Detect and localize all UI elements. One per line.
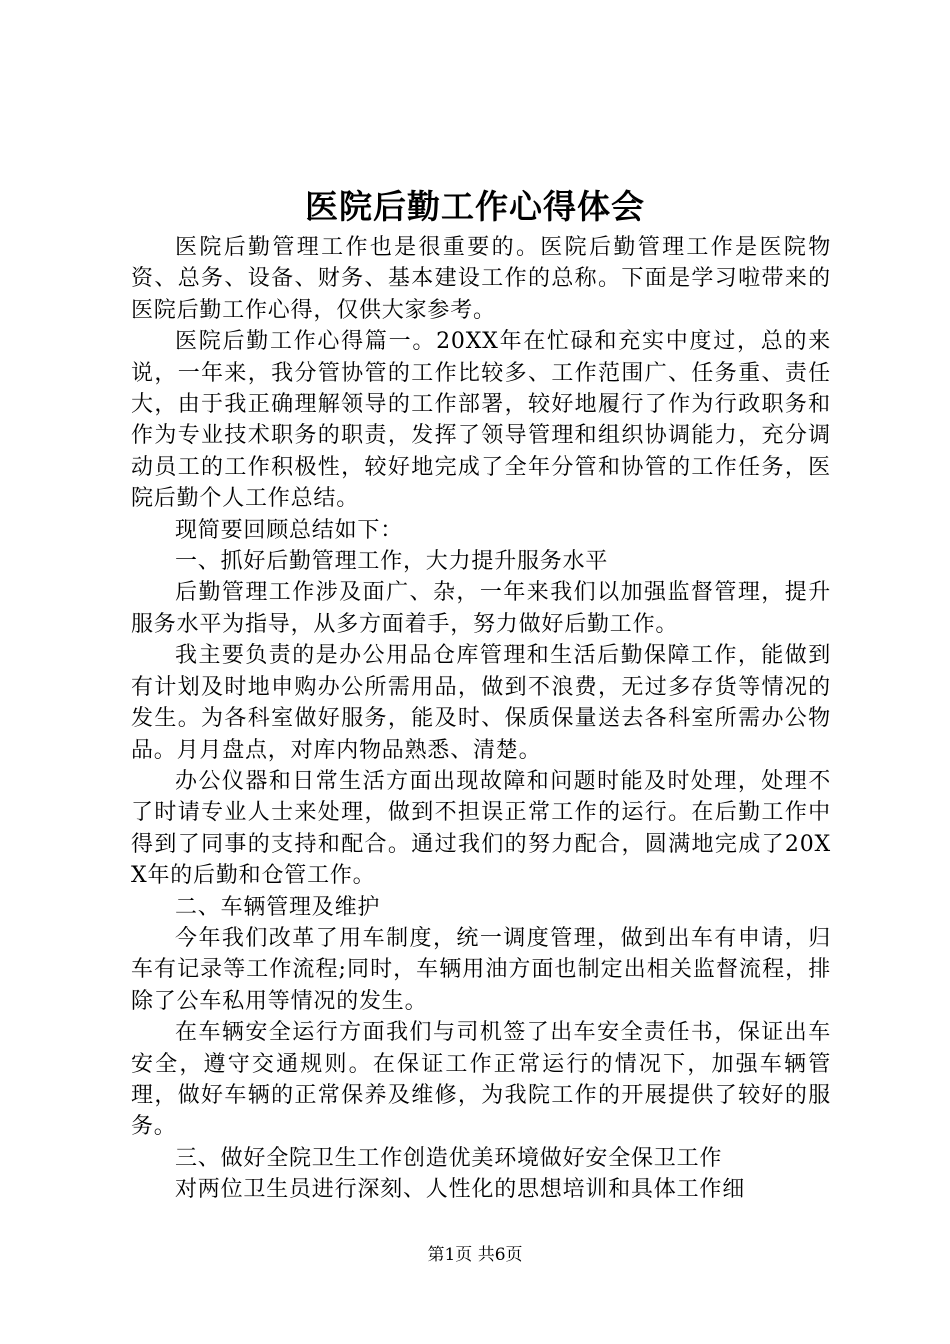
paragraph-intro: 医院后勤管理工作也是很重要的。医院后勤管理工作是医院物资、总务、设备、财务、基本建设工作的总称。下面是学习啦带来的医院后勤工作心得，仅供大家参考。 <box>131 235 831 323</box>
page-number-footer: 第1页 共6页 <box>427 1245 523 1265</box>
paragraph-article-one: 医院后勤工作心得篇一。20XX年在忙碌和充实中度过，总的来说，一年来，我分管协管的工作比较多、工作范围广、任务重、责任大，由于我正确理解领导的工作部署，较好地履行了作为行政职务和作为专业技术职务的职责，发挥了领导管理和组织协调能力，充分调动员工的工作积极性，较好地完成了全年分管和协管的工作任务，医院后勤个人工作总结。 <box>131 329 831 512</box>
paragraph-equipment-repair: 办公仪器和日常生活方面出现故障和问题时能及时处理，处理不了时请专业人士来处理，做到不担误正常工作的运行。在后勤工作中得到了同事的支持和配合。通过我们的努力配合，圆满地完成了20XX年的后勤和仓管工作。 <box>131 768 831 889</box>
section-heading-three: 三、做好全院卫生工作创造优美环境做好安全保卫工作 <box>175 1145 723 1171</box>
section-heading-one: 一、抓好后勤管理工作，大力提升服务水平 <box>175 549 609 575</box>
paragraph-supplies-warehouse: 我主要负责的是办公用品仓库管理和生活后勤保障工作，能做到有计划及时地申购办公所需用品，做到不浪费，无过多存货等情况的发生。为各科室做好服务，能及时、保质保量送去各科室所需办公物品。月月盘点，对库内物品熟悉、清楚。 <box>131 643 831 763</box>
document-body <box>131 232 831 1206</box>
section-heading-two: 二、车辆管理及维护 <box>175 894 381 920</box>
paragraph-logistics-scope: 后勤管理工作涉及面广、杂，一年来我们以加强监督管理，提升服务水平为指导，从多方面着手，努力做好后勤工作。 <box>131 580 831 637</box>
paragraph-review-lead: 现简要回顾总结如下： <box>175 517 404 543</box>
document-title: 医院后勤工作心得体会 <box>305 187 645 226</box>
paragraph-vehicle-safety: 在车辆安全运行方面我们与司机签了出车安全责任书，保证出车安全，遵守交通规则。在保证工作正常运行的情况下，加强车辆管理，做好车辆的正常保养及维修，为我院工作的开展提供了较好的服务。 <box>131 1020 831 1140</box>
paragraph-sanitation: 对两位卫生员进行深刻、人性化的思想培训和具体工作细 <box>175 1177 746 1203</box>
paragraph-vehicle-system: 今年我们改革了用车制度，统一调度管理，做到出车有申请，归车有记录等工作流程;同时，车辆用油方面也制定出相关监督流程，排除了公车私用等情况的发生。 <box>131 925 831 1014</box>
